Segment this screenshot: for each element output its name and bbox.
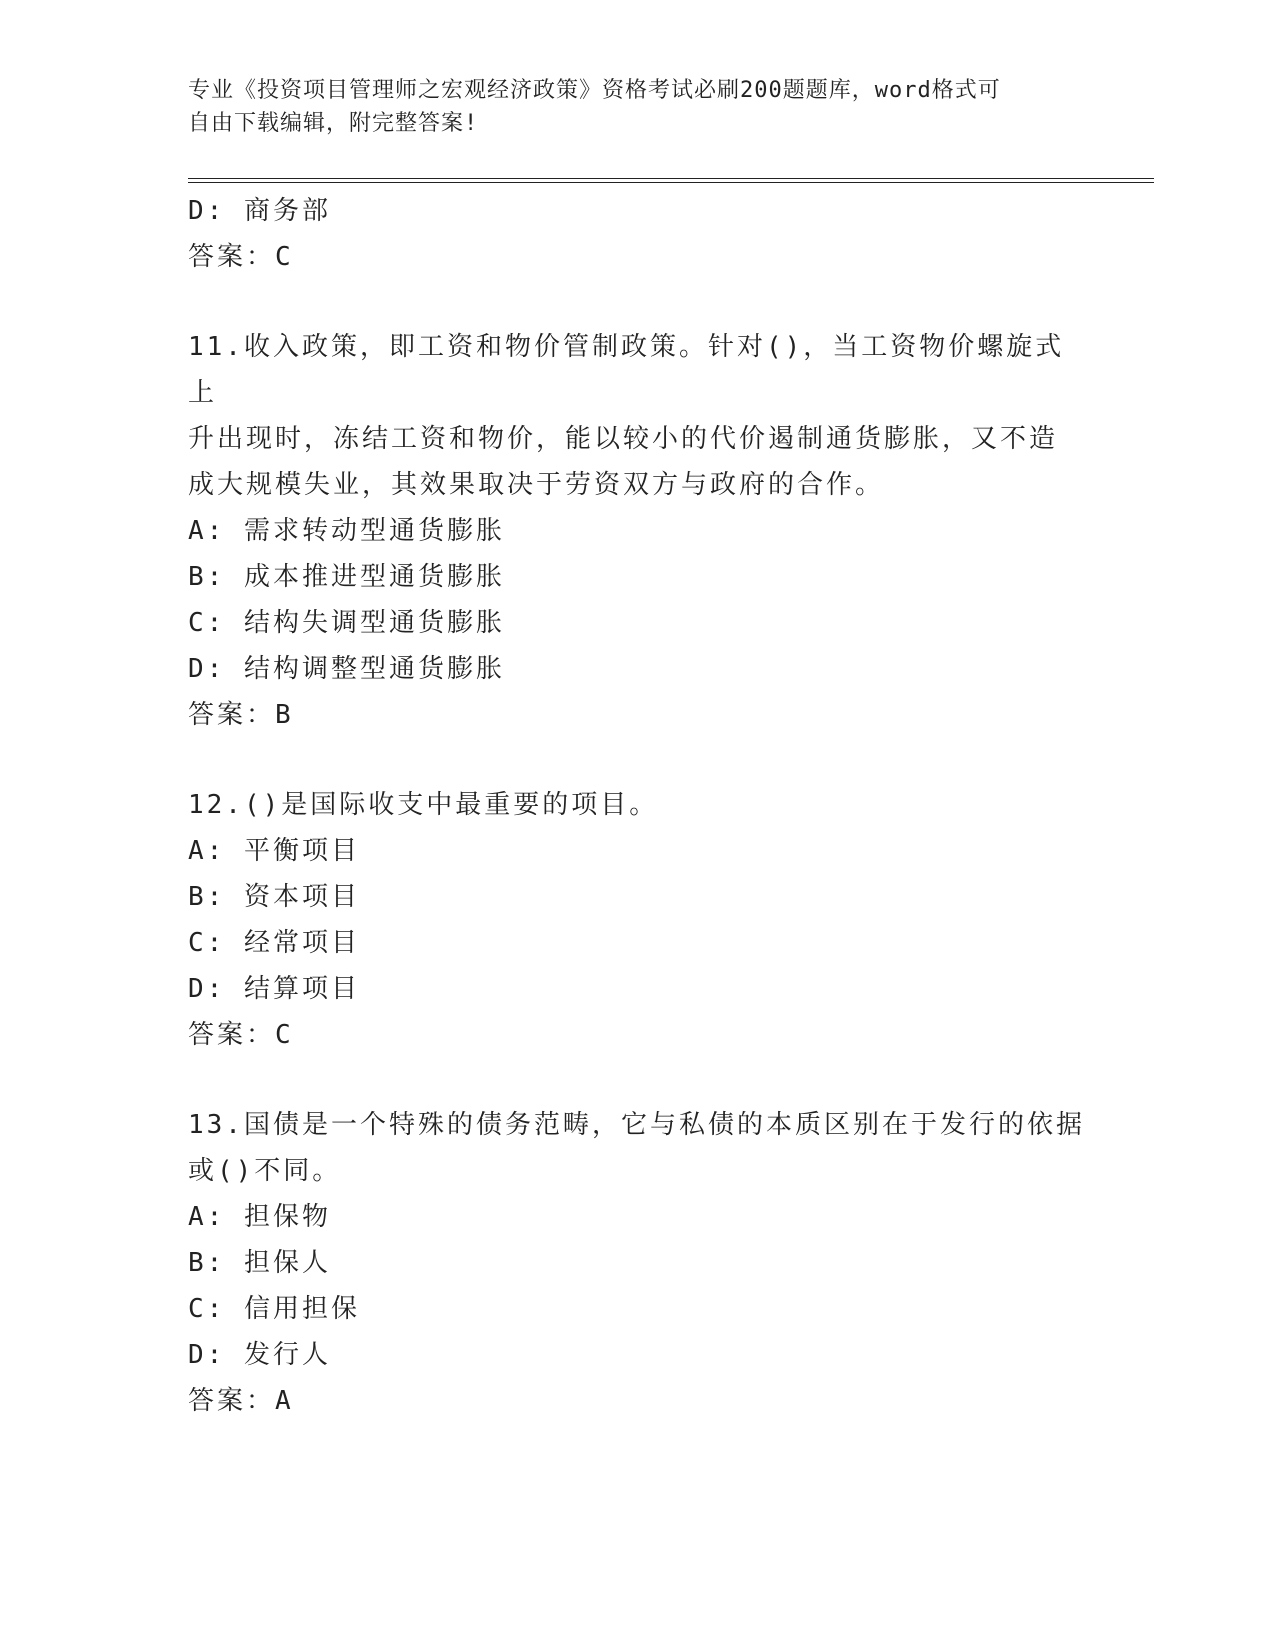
option-a: A: 担保物	[188, 1202, 331, 1232]
answer: 答案：A	[188, 1386, 294, 1416]
question-stem-line: 12.()是国际收支中最重要的项目。	[188, 790, 659, 820]
option-d: D: 发行人	[188, 1340, 331, 1370]
option-d: D: 结算项目	[188, 974, 360, 1004]
option-d: D: 结构调整型通货膨胀	[188, 654, 505, 684]
answer: 答案：C	[188, 1020, 294, 1050]
option-c: C: 结构失调型通货膨胀	[188, 608, 505, 638]
option-b: B: 成本推进型通货膨胀	[188, 562, 505, 592]
question-stem-line: 11.收入政策，即工资和物价管制政策。针对()，当工资物价螺旋式上	[188, 332, 1065, 408]
header-rule-bottom	[188, 182, 1154, 183]
question-11	[188, 324, 1088, 738]
header-rule-top	[188, 178, 1154, 179]
answer: 答案：B	[188, 700, 294, 730]
question-list	[188, 188, 1088, 1468]
option-a: A: 需求转动型通货膨胀	[188, 516, 505, 546]
answer: 答案：C	[188, 242, 294, 272]
question-stem-line: 或()不同。	[188, 1156, 342, 1186]
header-line-2: 自由下载编辑，附完整答案!	[188, 111, 479, 136]
question-13	[188, 1102, 1088, 1424]
option-d: D: 商务部	[188, 196, 331, 226]
question-12	[188, 782, 1088, 1058]
option-c: C: 经常项目	[188, 928, 360, 958]
previous-question-tail	[188, 188, 1088, 280]
question-stem-line: 成大规模失业，其效果取决于劳资双方与政府的合作。	[188, 470, 885, 500]
question-stem-line: 13.国债是一个特殊的债务范畴，它与私债的本质区别在于发行的依据	[188, 1110, 1085, 1140]
option-a: A: 平衡项目	[188, 836, 360, 866]
option-c: C: 信用担保	[188, 1294, 360, 1324]
option-b: B: 资本项目	[188, 882, 360, 912]
question-stem-line: 升出现时，冻结工资和物价，能以较小的代价遏制通货膨胀，又不造	[188, 424, 1059, 454]
header-line-1: 专业《投资项目管理师之宏观经济政策》资格考试必刷200题题库，word格式可	[188, 78, 1001, 103]
option-b: B: 担保人	[188, 1248, 331, 1278]
document-header	[188, 74, 1088, 140]
